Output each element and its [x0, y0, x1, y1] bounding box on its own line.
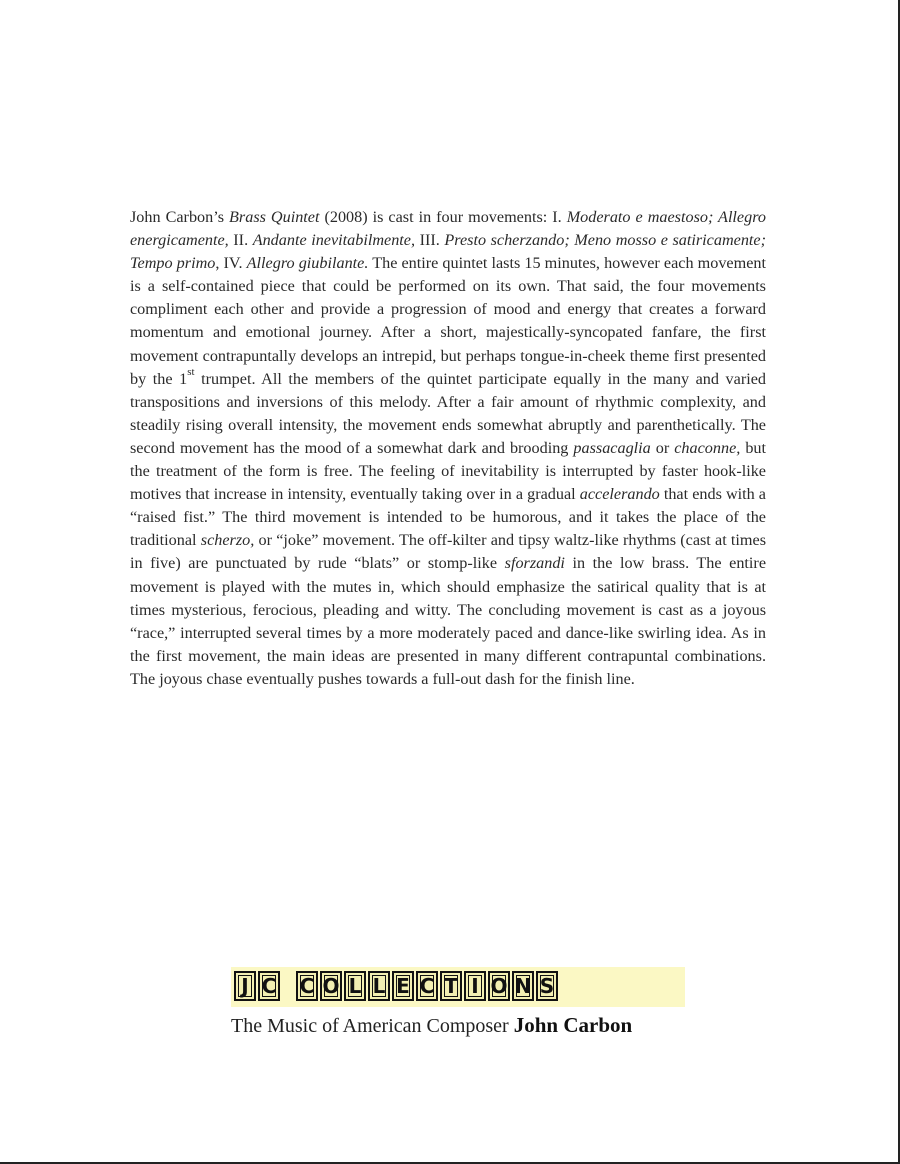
logo-spacer — [282, 971, 294, 1001]
logo-letter-tile: L — [368, 971, 390, 1001]
text-run: that ends with a “raised fist.” The third movement is intended to be humorous, and it takes the place of the traditional — [130, 485, 766, 550]
italic-term: scherzo, — [200, 531, 255, 550]
text-run: III. — [415, 231, 445, 250]
logo-letter-tile: L — [344, 971, 366, 1001]
movement-4-tempo: Allegro giubilante. — [246, 254, 369, 273]
jc-collections-logo — [231, 967, 685, 1039]
logo-letter-tile: O — [488, 971, 510, 1001]
logo-letter-tile: S — [536, 971, 558, 1001]
logo-band — [231, 967, 685, 1007]
text-run: trumpet. All the members of the quintet participate equally in the many and varied transpositions and inversions of this melody. After a fair amount of rhythmic complexity, and steadily rising overall intensity, the movement ends somewhat abruptly and parenthetically. The second movement has the mood of a somewhat dark and brooding — [130, 369, 766, 457]
italic-term: passacaglia — [573, 438, 651, 457]
logo-letter-tile: E — [392, 971, 414, 1001]
ordinal-superscript: st — [187, 366, 195, 379]
tagline-prefix: The Music of American Composer — [231, 1015, 514, 1037]
text-run: but the treatment of the form is free. The feeling of inevitability is interrupted by faster hook-like motives that increase in intensity, eventually taking over in a gradual — [130, 438, 766, 504]
text-run: in the low brass. The entire movement is played with the mutes in, which should emphasize the satirical quality that is at times mysterious, ferocious, pleading and witty. The concluding movement is cast as a joyous “race,” interrupted several times by a more moderately paced and dance-like swirling idea. As in the first movement, the main ideas are presented in many different contrapuntal combinations. The joyous chase eventually pushes towards a full-out dash for the finish line. — [130, 554, 767, 688]
logo-letter-tiles — [234, 971, 558, 1001]
logo-letter-tile: C — [258, 971, 280, 1001]
text-run: II. — [228, 231, 253, 250]
text-run: (2008) is cast in four movements: I. — [319, 208, 567, 226]
logo-letter-tile: T — [440, 971, 462, 1001]
logo-letter-tile: N — [512, 971, 534, 1001]
text-run: or “joke” movement. The off-kilter and tipsy waltz-like rhythms (cast at times in five) are punctuated by rude “blats” or stomp-like — [130, 531, 767, 573]
work-title: Brass Quintet — [229, 208, 320, 226]
italic-term: sforzandi — [504, 554, 565, 573]
movement-3-tempo: Presto scherzando; Meno mosso e satiricamente; Tempo primo — [130, 231, 766, 273]
logo-letter-tile: C — [296, 971, 318, 1001]
text-run: The entire quintet lasts 15 minutes, however each movement is a self-contained piece that could be performed on its own. That said, the four movements compliment each other and provide a progression of mood and energy that creates a forward momentum and emotional journey. After a short, majestically-syncopated fanfare, the first movement contrapuntally develops an intrepid, but perhaps tongue-in-cheek theme first presented by the 1 — [130, 254, 766, 388]
program-note-paragraph — [130, 206, 766, 691]
text-run: John Carbon’s — [130, 208, 230, 226]
logo-letter-tile: O — [320, 971, 342, 1001]
logo-letter-tile: I — [464, 971, 486, 1001]
composer-name: John Carbon — [513, 1013, 633, 1037]
logo-letter-tile: C — [416, 971, 438, 1001]
text-run: , IV. — [215, 254, 247, 273]
logo-letter-tile: J — [234, 971, 256, 1001]
italic-term: chaconne, — [674, 438, 741, 457]
text-run: or — [650, 438, 675, 457]
logo-tagline — [231, 1013, 632, 1038]
movement-2-tempo: Andante inevitabilmente, — [252, 231, 416, 250]
italic-term: accelerando — [579, 485, 660, 504]
movement-1-tempo: Moderato e maestoso; Allegro energicamente, — [130, 208, 767, 250]
